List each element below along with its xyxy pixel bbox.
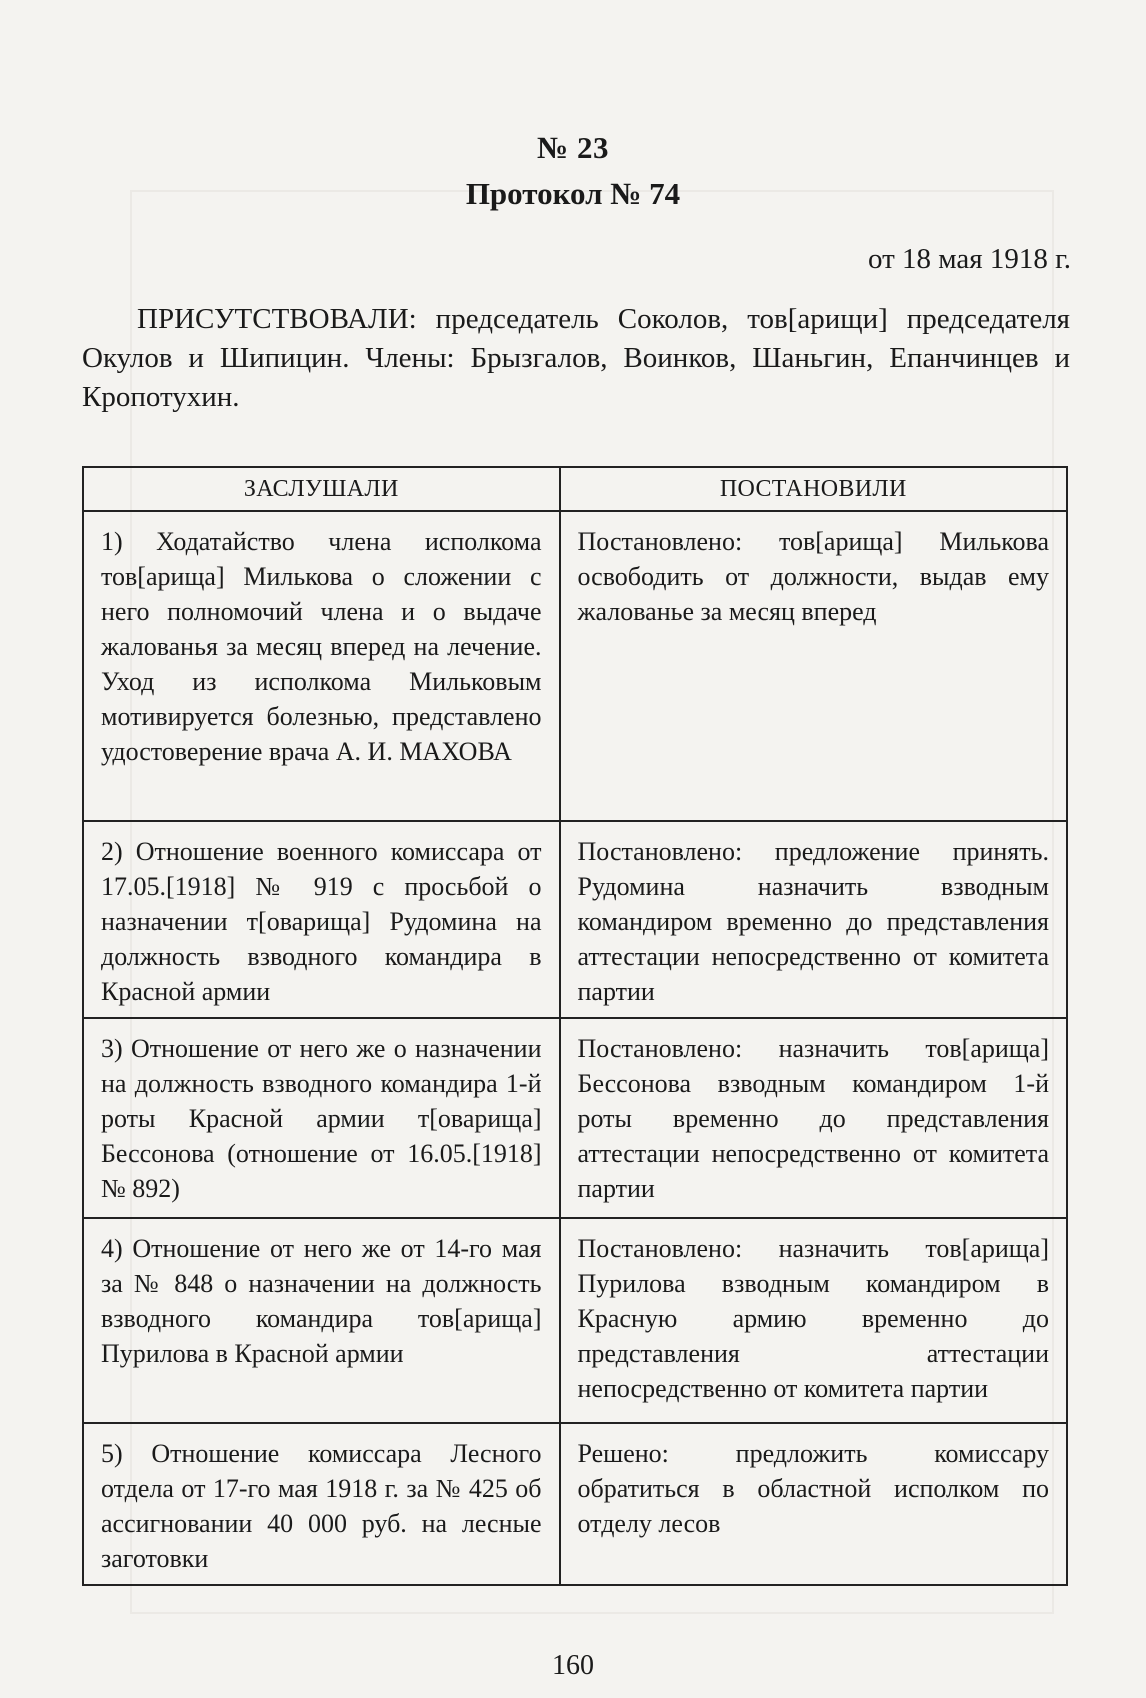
document-number: № 23: [537, 130, 609, 165]
decided-cell: Постановлено: предложение принять. Рудомина назначить взводным командиром временно до представления аттестации непосредственно от комитета партии: [560, 821, 1067, 1018]
document-date: от 18 мая 1918 г.: [867, 243, 1071, 275]
header-heard: ЗАСЛУШАЛИ: [83, 467, 560, 511]
page-number: 160: [552, 1650, 594, 1681]
table-row: [83, 1218, 1067, 1423]
table-header-row: [83, 467, 1067, 511]
heard-cell: 3) Отношение от него же о назначении на должность взводного командира 1-й роты Красной армии т[оварища] Бессонова (отношение от 16.05.[1918] № 892): [83, 1018, 560, 1218]
decided-cell: Постановлено: тов[арища] Милькова освободить от должности, выдав ему жалованье за месяц вперед: [560, 511, 1067, 821]
table-row: [83, 821, 1067, 1018]
header-decided: ПОСТАНОВИЛИ: [560, 467, 1067, 511]
decided-cell: Постановлено: назначить тов[арища] Пурилова взводным командиром в Красную армию временно до представления аттестации непосредственно от комитета партии: [560, 1218, 1067, 1423]
heard-cell: 4) Отношение от него же от 14-го мая за № 848 о назначении на должность взводного командира тов[арища] Пурилова в Красной армии: [83, 1218, 560, 1423]
table-row: [83, 1423, 1067, 1585]
attendance-paragraph: ПРИСУТСТВОВАЛИ: председатель Соколов, тов[арищи] председателя Окулов и Шипицин. Члены: Брызгалов, Воинков, Шаньгин, Епанчинцев и Кропотухин.: [82, 303, 1070, 413]
heard-cell: 1) Ходатайство члена исполкома тов[арища] Милькова о сложении с него полномочий члена и о выдаче жалованья за месяц вперед на лечение. Уход из исполкома Мильковым мотивируется болезнью, представлено удостоверение врача А. И. МАХОВА: [83, 511, 560, 821]
heard-cell: 5) Отношение комиссара Лесного отдела от 17-го мая 1918 г. за № 425 об ассигновании 40 000 руб. на лесные заготовки: [83, 1423, 560, 1585]
decided-cell: Постановлено: назначить тов[арища] Бессонова взводным командиром 1-й роты временно до представления аттестации непосредственно от комитета партии: [560, 1018, 1067, 1218]
heard-cell: 2) Отношение военного комиссара от 17.05.[1918] № 919 с просьбой о назначении т[оварища] Рудомина на должность взводного командира в Красной армии: [83, 821, 560, 1018]
document-title: Протокол № 74: [465, 176, 681, 211]
decided-cell: Решено: предложить комиссару обратиться в областной исполком по отделу лесов: [560, 1423, 1067, 1585]
protocol-table: [82, 466, 1068, 1586]
table-row: [83, 511, 1067, 821]
table-row: [83, 1018, 1067, 1218]
